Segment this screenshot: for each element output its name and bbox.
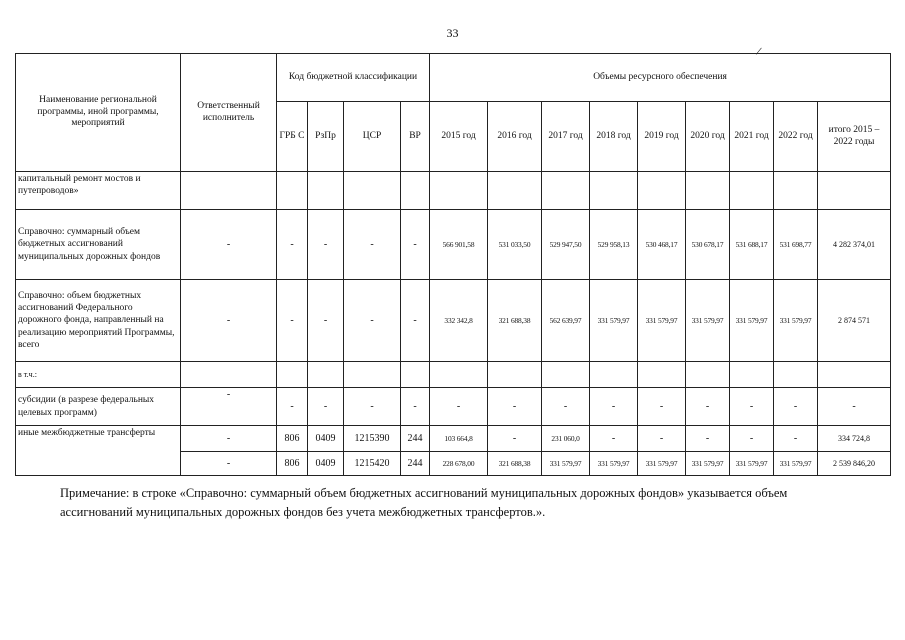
rzpr-cell: - bbox=[308, 210, 344, 280]
responsible-cell: - bbox=[181, 280, 277, 362]
csr-cell: 1215390 bbox=[344, 426, 401, 452]
value-cell: - bbox=[686, 426, 730, 452]
csr-cell: - bbox=[344, 388, 401, 426]
value-cell: 566 901,58 bbox=[430, 210, 488, 280]
header-budget-code: Код бюджетной классификации bbox=[277, 54, 430, 102]
value-cell: - bbox=[686, 388, 730, 426]
value-cell: 331 579,97 bbox=[590, 452, 638, 476]
rzpr-cell: 0409 bbox=[308, 452, 344, 476]
header-year: 2017 год bbox=[542, 102, 590, 172]
vr-cell: - bbox=[401, 210, 430, 280]
table-row bbox=[16, 280, 891, 362]
row-name: иные межбюджетные трансферты bbox=[16, 426, 181, 476]
value-cell: 331 579,97 bbox=[638, 280, 686, 362]
value-cell: 331 579,97 bbox=[542, 452, 590, 476]
value-cell: 531 033,50 bbox=[488, 210, 542, 280]
value-cell: - bbox=[638, 426, 686, 452]
table-row bbox=[16, 172, 891, 210]
grbs-cell: 806 bbox=[277, 426, 308, 452]
corner-mark: / bbox=[754, 43, 763, 59]
value-cell: - bbox=[542, 388, 590, 426]
responsible-cell: - bbox=[181, 210, 277, 280]
responsible-cell: - bbox=[181, 452, 277, 476]
row-name: капитальный ремонт мостов и путепроводов» bbox=[16, 172, 181, 210]
value-cell: - bbox=[730, 388, 774, 426]
value-cell: - bbox=[774, 426, 818, 452]
table-row bbox=[16, 388, 891, 426]
grbs-cell: - bbox=[277, 210, 308, 280]
table-row bbox=[16, 210, 891, 280]
vr-cell: - bbox=[401, 388, 430, 426]
rzpr-cell: - bbox=[308, 280, 344, 362]
total-cell: 4 282 374,01 bbox=[818, 210, 891, 280]
value-cell: 530 468,17 bbox=[638, 210, 686, 280]
header-year: 2018 год bbox=[590, 102, 638, 172]
total-cell: 2 539 846,20 bbox=[818, 452, 891, 476]
total-cell: 2 874 571 bbox=[818, 280, 891, 362]
vr-cell: 244 bbox=[401, 452, 430, 476]
row-name: Справочно: суммарный объем бюджетных ассигнований муниципальных дорожных фондов bbox=[16, 210, 181, 280]
header-responsible: Ответственный исполнитель bbox=[181, 54, 277, 172]
table-row bbox=[16, 426, 891, 452]
grbs-cell: - bbox=[277, 388, 308, 426]
value-cell: 321 688,38 bbox=[488, 280, 542, 362]
header-rzpr: РзПр bbox=[308, 102, 344, 172]
value-cell: 332 342,8 bbox=[430, 280, 488, 362]
budget-table bbox=[15, 53, 891, 476]
grbs-cell: 806 bbox=[277, 452, 308, 476]
value-cell: - bbox=[488, 388, 542, 426]
header-year: 2016 год bbox=[488, 102, 542, 172]
value-cell: 531 698,77 bbox=[774, 210, 818, 280]
value-cell: 529 958,13 bbox=[590, 210, 638, 280]
value-cell: 331 579,97 bbox=[730, 280, 774, 362]
header-year: 2019 год bbox=[638, 102, 686, 172]
header-vr: ВР bbox=[401, 102, 430, 172]
header-total: итого 2015 – 2022 годы bbox=[818, 102, 891, 172]
csr-cell: - bbox=[344, 280, 401, 362]
rzpr-cell: - bbox=[308, 388, 344, 426]
header-name-column: Наименование региональной программы, иной программы, мероприятий bbox=[16, 54, 181, 172]
value-cell: 331 579,97 bbox=[638, 452, 686, 476]
vr-cell: 244 bbox=[401, 426, 430, 452]
value-cell: 530 678,17 bbox=[686, 210, 730, 280]
value-cell: 531 688,17 bbox=[730, 210, 774, 280]
value-cell: - bbox=[638, 388, 686, 426]
value-cell: 331 579,97 bbox=[730, 452, 774, 476]
value-cell: 331 579,97 bbox=[774, 452, 818, 476]
csr-cell: 1215420 bbox=[344, 452, 401, 476]
header-grbs: ГРБ С bbox=[277, 102, 308, 172]
value-cell: 228 678,00 bbox=[430, 452, 488, 476]
value-cell: 103 664,8 bbox=[430, 426, 488, 452]
value-cell: 321 688,38 bbox=[488, 452, 542, 476]
grbs-cell: - bbox=[277, 280, 308, 362]
rzpr-cell: 0409 bbox=[308, 426, 344, 452]
table-row bbox=[16, 362, 891, 388]
value-cell: 562 639,97 bbox=[542, 280, 590, 362]
value-cell: - bbox=[430, 388, 488, 426]
value-cell: - bbox=[488, 426, 542, 452]
page-number: 33 bbox=[446, 26, 459, 40]
footnote: Примечание: в строке «Справочно: суммарный объем бюджетных ассигнований муниципальных дорожных фондов» указывается объем ассигнований муниципальных дорожных фондов без учета межбюджетных трансфертов.». bbox=[60, 486, 788, 520]
row-name: в т.ч.: bbox=[16, 362, 181, 388]
total-cell: 334 724,8 bbox=[818, 426, 891, 452]
value-cell: - bbox=[590, 426, 638, 452]
header-year: 2015 год bbox=[430, 102, 488, 172]
value-cell: 331 579,97 bbox=[590, 280, 638, 362]
header-year: 2020 год bbox=[686, 102, 730, 172]
responsible-cell: - bbox=[181, 426, 277, 452]
value-cell: - bbox=[774, 388, 818, 426]
header-csr: ЦСР bbox=[344, 102, 401, 172]
header-year: 2021 год bbox=[730, 102, 774, 172]
responsible-cell: - bbox=[181, 388, 277, 426]
row-name: субсидии (в разрезе федеральных целевых программ) bbox=[16, 388, 181, 426]
value-cell: - bbox=[590, 388, 638, 426]
value-cell: 331 579,97 bbox=[774, 280, 818, 362]
value-cell: 529 947,50 bbox=[542, 210, 590, 280]
value-cell: 331 579,97 bbox=[686, 452, 730, 476]
value-cell: - bbox=[730, 426, 774, 452]
csr-cell: - bbox=[344, 210, 401, 280]
header-resources: Объемы ресурсного обеспечения bbox=[430, 54, 891, 102]
value-cell: 331 579,97 bbox=[686, 280, 730, 362]
value-cell: 231 060,0 bbox=[542, 426, 590, 452]
header-year: 2022 год bbox=[774, 102, 818, 172]
row-name: Справочно: объем бюджетных ассигнований Федерального дорожного фонда, направленный на реализацию мероприятий Программы, всего bbox=[16, 280, 181, 362]
total-cell: - bbox=[818, 388, 891, 426]
vr-cell: - bbox=[401, 280, 430, 362]
